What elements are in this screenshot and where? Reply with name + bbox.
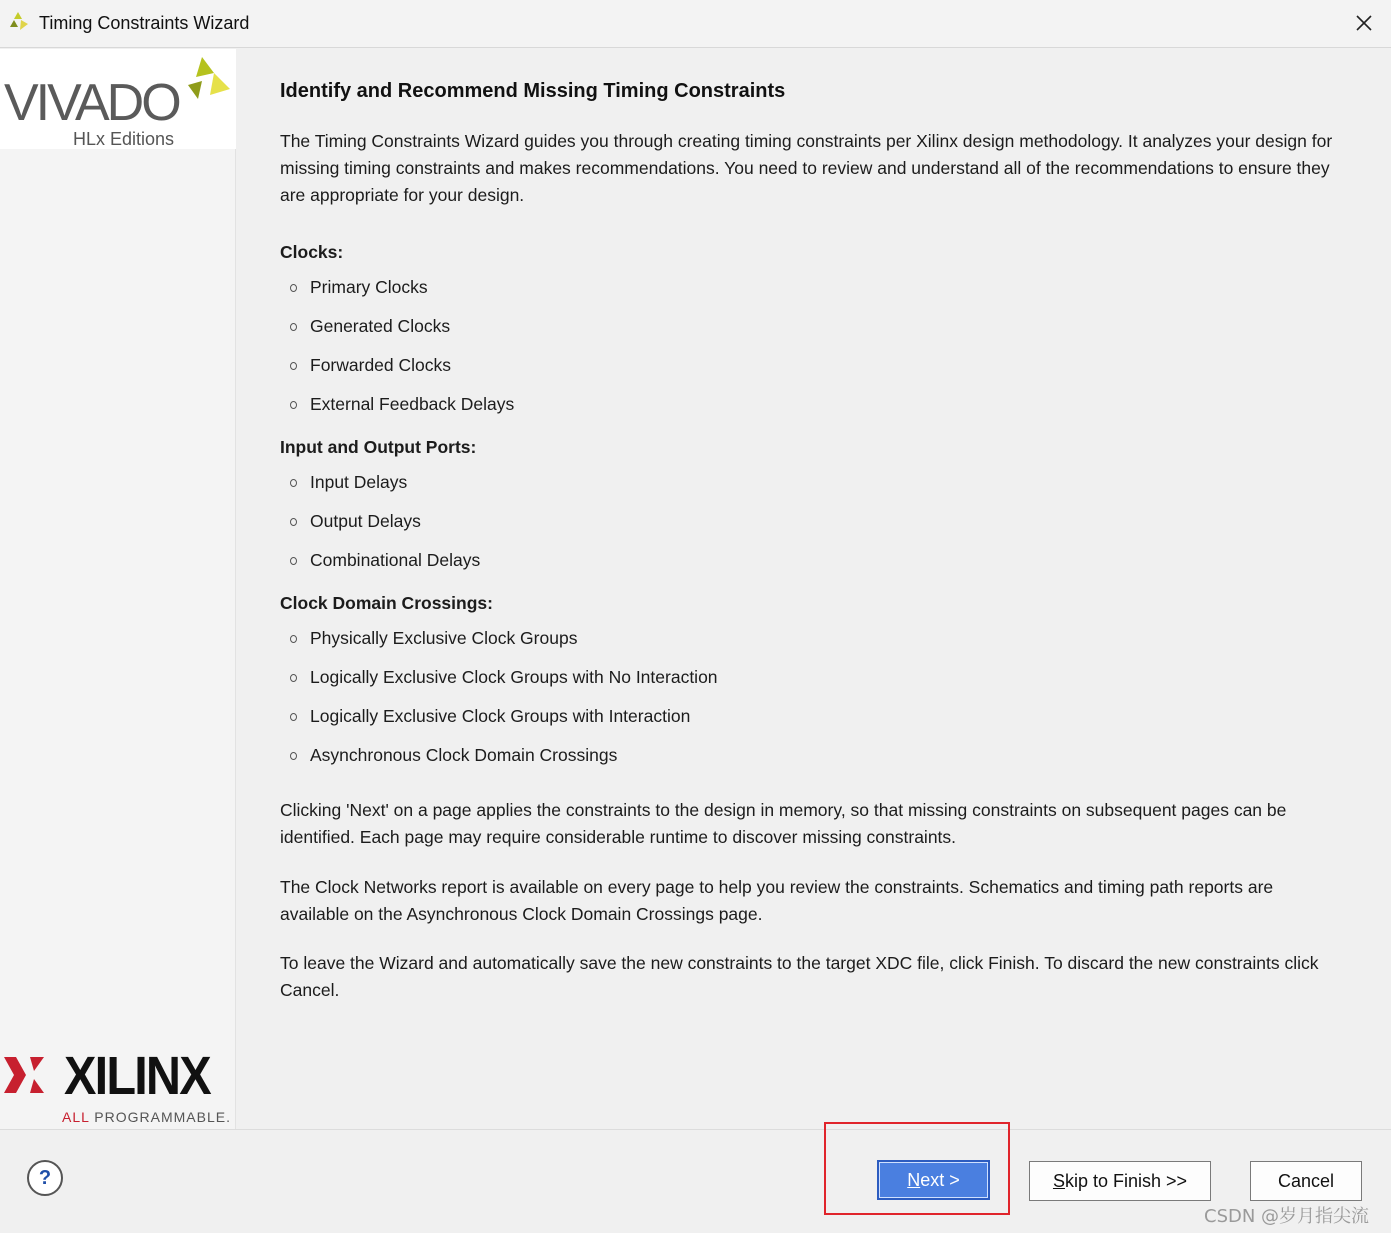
bullet-icon — [290, 362, 297, 370]
bullet-icon — [290, 401, 297, 409]
list-item: Combinational Delays — [290, 550, 480, 571]
xilinx-wordmark: XILINX — [64, 1046, 210, 1106]
list-item: Output Delays — [290, 511, 421, 532]
bullet-icon — [290, 635, 297, 643]
list-item: Logically Exclusive Clock Groups with Interaction — [290, 706, 690, 727]
list-item: Primary Clocks — [290, 277, 428, 298]
page-title: Identify and Recommend Missing Timing Constraints — [280, 80, 786, 102]
xilinx-mark-icon — [2, 1053, 48, 1099]
bullet-icon — [290, 713, 297, 721]
list-item: External Feedback Delays — [290, 394, 514, 415]
watermark: CSDN @岁月指尖流 — [1204, 1206, 1370, 1227]
list-item: Forwarded Clocks — [290, 355, 451, 376]
bullet-icon — [290, 518, 297, 526]
vivado-logo — [0, 49, 236, 149]
bullet-icon — [290, 284, 297, 292]
help-button[interactable] — [27, 1160, 63, 1196]
help-icon: ? — [38, 1166, 52, 1189]
vivado-subtitle: HLx Editions — [73, 129, 175, 149]
skip-to-finish-button[interactable]: S kip to Finish >> — [1029, 1161, 1211, 1201]
button-bar — [0, 1129, 1391, 1233]
bullet-icon — [290, 557, 297, 565]
wizard-sidebar — [0, 49, 236, 1129]
list-item: Logically Exclusive Clock Groups with No Interaction — [290, 667, 718, 688]
close-button[interactable] — [1351, 10, 1377, 36]
bullet-icon — [290, 752, 297, 760]
list-item: Asynchronous Clock Domain Crossings — [290, 745, 617, 766]
reports-info-paragraph: The Clock Networks report is available on every page to help you review the constraints. Schematics and timing path reports are available on the Asynchronous Clock Domain Crossings page. — [280, 877, 1274, 924]
list-item: Input Delays — [290, 472, 407, 493]
vivado-wordmark: VIVADO — [4, 74, 179, 132]
xilinx-tagline: ALL PROGRAMMABLE. — [62, 1109, 231, 1125]
next-button[interactable]: N ext > — [877, 1160, 990, 1200]
next-info-paragraph: Clicking 'Next' on a page applies the constraints to the design in memory, so that missing constraints on subsequent pages can be identified. Each page may require considerable runtime to discover missing constraints. — [280, 800, 1287, 847]
section-title-io-ports: Input and Output Ports: — [280, 437, 477, 457]
xilinx-logo — [0, 1039, 236, 1129]
list-item: Generated Clocks — [290, 316, 450, 337]
vivado-leaf-icon — [184, 55, 232, 101]
bullet-icon — [290, 674, 297, 682]
close-icon — [1355, 14, 1373, 32]
section-title-cdc: Clock Domain Crossings: — [280, 593, 493, 613]
bullet-icon — [290, 479, 297, 487]
cancel-button[interactable]: Cancel — [1250, 1161, 1362, 1201]
bullet-icon — [290, 323, 297, 331]
finish-info-paragraph: To leave the Wizard and automatically save the new constraints to the target XDC file, click Finish. To discard the new constraints click Cancel. — [280, 953, 1319, 1000]
vivado-app-icon — [8, 10, 32, 34]
intro-paragraph: The Timing Constraints Wizard guides you through creating timing constraints per Xilinx design methodology. It analyzes your design for missing timing constraints and makes recommendations. You need to review and understand all of the recommendations to ensure they are appropriate for your design. — [280, 131, 1333, 205]
list-item: Physically Exclusive Clock Groups — [290, 628, 577, 649]
section-title-clocks: Clocks: — [280, 242, 344, 262]
window-title: Timing Constraints Wizard — [39, 13, 250, 33]
title-bar — [0, 0, 1391, 48]
